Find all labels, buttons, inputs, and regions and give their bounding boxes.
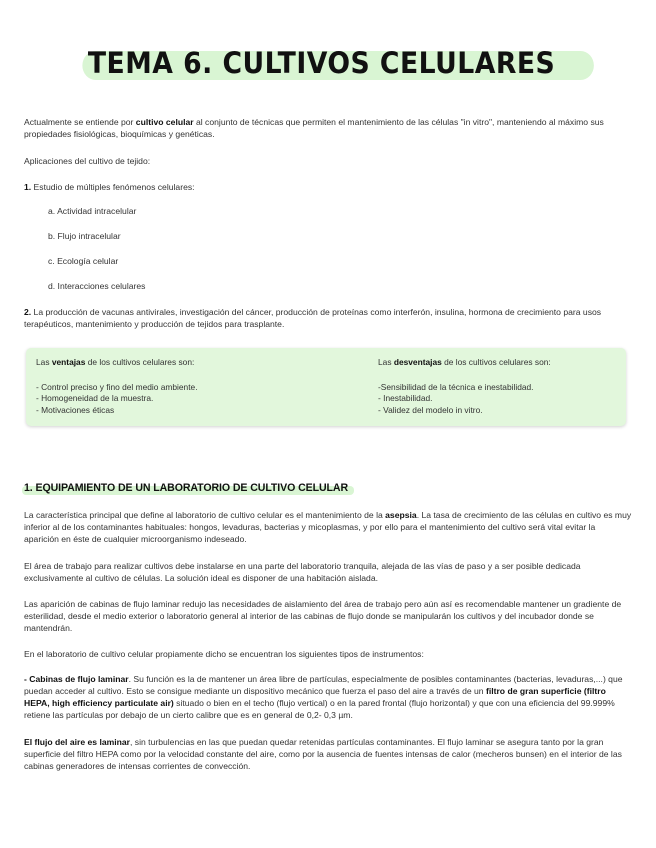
title-container xyxy=(0,44,656,82)
disadvantages-heading-pre: Las xyxy=(378,357,394,367)
disadvantages-column xyxy=(378,357,618,416)
paragraph-cabinets: Las aparición de cabinas de flujo laminar redujo las necesidades de aislamiento del área de trabajo pero aún así es recomendable mantener un gradiente de esterilidad, desde el medio exterior o laboratorio general al interior de las cabinas de flujo donde se manipularán los cultivos y del incubador donde se mantendrán. xyxy=(24,599,622,633)
intro-text-pre: Actualmente se entiende por xyxy=(24,117,136,127)
disadvantages-bold: desventajas xyxy=(393,357,442,367)
application-item-1 xyxy=(24,181,632,193)
advantage-item: - Control preciso y fino del medio ambiente. xyxy=(36,382,198,393)
advantages-heading-pre: Las xyxy=(36,357,52,367)
para6-bold: El flujo del aire es laminar xyxy=(24,737,131,747)
intro-bold-term: cultivo celular xyxy=(135,117,194,127)
para5-post: situado o bien en el techo (flujo vertical) o en la pared frontal (flujo horizontal) y que con una eficiencia del 99.999% retiene las partículas por debajo de un cierto calibre que es en general de 0,2- 0,3 µm. xyxy=(24,698,615,720)
paragraph-laminar-flow xyxy=(24,736,632,772)
item-2-number: 2. xyxy=(24,307,32,317)
applications-label: Aplicaciones del cultivo de tejido: xyxy=(24,156,151,166)
para1-post: . La tasa de crecimiento de las células en cultivo es muy inferior al de los contaminantes habituales: hongos, levaduras, bacterias y micoplasmas, y por ello para el mantenimiento del cultivo será vital evitar la aparición en éste de cualquier microorganismo indeseado. xyxy=(24,510,632,544)
para5-bold-1: - Cabinas de flujo laminar xyxy=(24,674,129,684)
application-item-2 xyxy=(24,306,632,330)
item-1-text: Estudio de múltiples fenómenos celulares: xyxy=(31,182,195,192)
paragraph-instruments: En el laboratorio de cultivo celular propiamente dicho se encuentran los siguientes tipos de instrumentos: xyxy=(24,649,424,659)
disadvantage-item: -Sensibilidad de la técnica e inestabilidad. xyxy=(378,382,534,393)
pros-cons-box xyxy=(26,348,626,426)
paragraph-work-area: El área de trabajo para realizar cultivos debe instalarse en una parte del laboratorio tranquila, alejada de las vías de paso y a ser posible dedicada exclusivamente al cultivo de células. La solución ideal es disponer de una habitación aislada. xyxy=(24,561,581,583)
page-title: TEMA 6. CULTIVOS CELULARES xyxy=(81,44,576,82)
advantage-item: - Motivaciones éticas xyxy=(36,404,115,415)
advantages-bold: ventajas xyxy=(51,357,86,367)
para1-bold: asepsia xyxy=(385,510,417,520)
item-2-text: La producción de vacunas antivirales, investigación del cáncer, producción de proteínas como interferón, insulina, hormona de crecimiento para usos terapéuticos, mantenimiento y producción de tejidos para trasplante. xyxy=(24,307,602,329)
para6-post: , sin turbulencias en las que puedan quedar retenidas partículas contaminantes. El flujo laminar se asegura tanto por la gran superficie del filtro HEPA como por la velocidad constante del aire, como por la ausencia de fuentes intensas de calor (mecheros bunsen) en el interior de las cabinas generadores de intensas corrientes de convección. xyxy=(24,737,622,771)
advantages-column xyxy=(36,357,336,416)
section-heading-1: 1. EQUIPAMIENTO DE UN LABORATORIO DE CULTIVO CELULAR xyxy=(24,482,351,494)
advantages-heading-post: de los cultivos celulares son: xyxy=(85,357,195,367)
intro-text-post: al conjunto de técnicas que permiten el mantenimiento de las células "in vitro", manteniendo al máximo sus propiedades fisiológicas, bioquímicas y genéticas. xyxy=(24,117,604,139)
item-1-number: 1. xyxy=(24,182,32,192)
disadvantage-item: - Inestabilidad. xyxy=(378,393,433,404)
intro-paragraph xyxy=(24,116,632,140)
subitem-a: a. Actividad intracelular xyxy=(48,206,137,216)
para5-mid: . Su función es la de mantener un área libre de partículas, especialmente de posibles contaminantes (bacterias, levaduras,...) que puedan acceder al cultivo. Esto se consigue mediante un dispositivo mecánico que fuerza el paso del aire a través de un xyxy=(24,674,623,696)
paragraph-asepsia xyxy=(24,509,632,545)
subitem-b: b. Flujo intracelular xyxy=(48,231,121,241)
para5-bold-2: filtro de gran superficie (filtro HEPA, high efficiency particulate air) xyxy=(24,686,606,708)
disadvantages-heading-post: de los cultivos celulares son: xyxy=(441,357,551,367)
disadvantage-item: - Validez del modelo in vitro. xyxy=(378,404,483,415)
advantages-heading xyxy=(36,357,336,368)
paragraph-laminar-cabinets xyxy=(24,673,632,721)
para1-pre: La característica principal que define al laboratorio de cultivo celular es el mantenimiento de la xyxy=(24,510,386,520)
disadvantages-heading xyxy=(378,357,618,368)
subitem-c: c. Ecología celular xyxy=(48,256,119,266)
advantage-item: - Homogeneidad de la muestra. xyxy=(36,393,154,404)
subitem-d: d. Interacciones celulares xyxy=(48,281,146,291)
